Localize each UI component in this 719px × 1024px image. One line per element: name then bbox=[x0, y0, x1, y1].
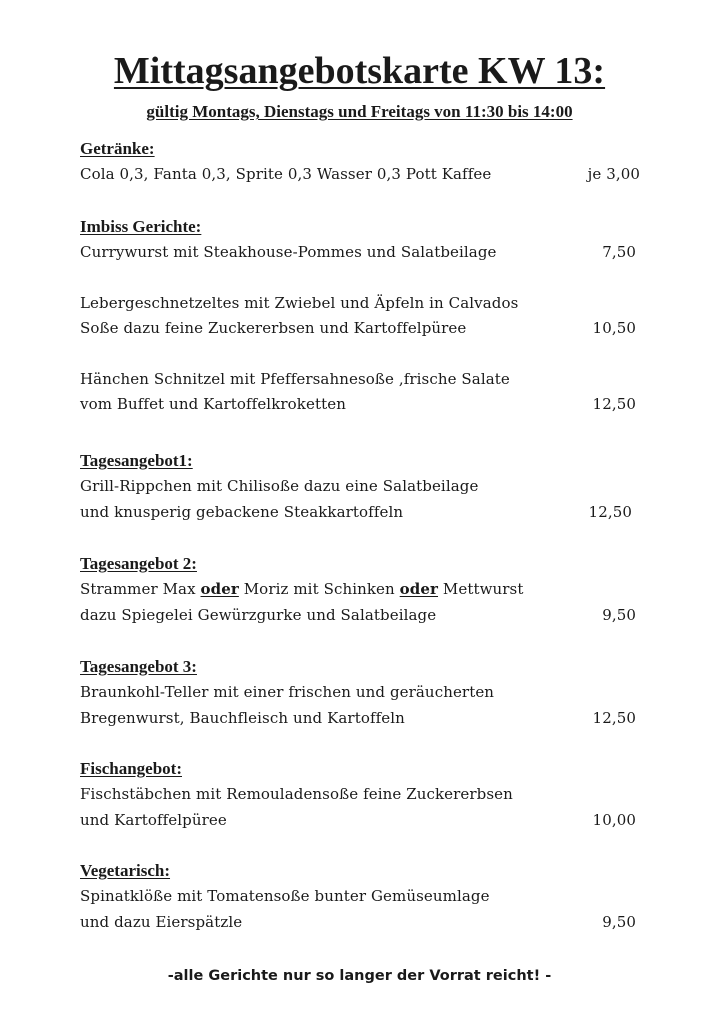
menu-item bbox=[80, 367, 640, 418]
menu-item bbox=[80, 577, 640, 628]
page-title: Mittagsangebotskarte KW 13: bbox=[113, 50, 606, 92]
menu-item bbox=[80, 782, 640, 833]
section-heading: Fischangebot: bbox=[80, 759, 182, 778]
item-price: 10,50 bbox=[592, 319, 636, 337]
item-description: Currywurst mit Steakhouse-Pommes und Salatbeilage bbox=[80, 243, 497, 261]
item-text: dazu Spiegelei Gewürzgurke und Salatbeilage bbox=[80, 605, 437, 624]
item-price: 9,50 bbox=[602, 605, 636, 624]
section-imbiss bbox=[80, 216, 640, 418]
section-heading: Imbiss Gerichte: bbox=[80, 217, 202, 236]
item-price: 9,50 bbox=[602, 912, 636, 931]
section-fischangebot bbox=[80, 758, 640, 833]
item-description: Fischstäbchen mit Remouladensoße feine Zuckererbsen und Kartoffelpüree bbox=[80, 785, 513, 829]
item-description: Grill-Rippchen mit Chilisoße dazu eine Salatbeilage und knusperig gebackene Steakkartoffeln bbox=[80, 477, 479, 521]
section-heading: Vegetarisch: bbox=[80, 861, 171, 880]
section-heading: Getränke: bbox=[80, 139, 155, 158]
menu-item bbox=[80, 291, 640, 342]
item-description: Braunkohl-Teller mit einer frischen und geräucherten Bregenwurst, Bauchfleisch und Kartoffeln bbox=[80, 683, 495, 727]
section-heading: Tagesangebot 2: bbox=[80, 554, 197, 573]
item-description: Hänchen Schnitzel mit Pfeffersahnesoße ,frische Salate vom Buffet und Kartoffelkroketten bbox=[80, 369, 510, 413]
oder-emphasis: oder bbox=[399, 580, 439, 598]
item-price: je 3,00 bbox=[587, 165, 640, 183]
item-price: 12,50 bbox=[588, 502, 632, 521]
item-description bbox=[80, 577, 570, 628]
item-price: 10,00 bbox=[592, 810, 636, 829]
item-price: 12,50 bbox=[592, 708, 636, 727]
item-text: Mettwurst bbox=[438, 580, 524, 598]
menu-item bbox=[80, 474, 640, 525]
section-tagesangebot-1 bbox=[80, 450, 640, 525]
page-subtitle: gültig Montags, Dienstags und Freitags von 11:30 bis 14:00 bbox=[146, 102, 573, 121]
section-heading: Tagesangebot 3: bbox=[80, 657, 197, 676]
section-vegetarisch bbox=[80, 860, 640, 935]
item-price: 12,50 bbox=[592, 395, 636, 413]
menu-item bbox=[80, 680, 640, 731]
menu-item bbox=[80, 240, 640, 266]
section-tagesangebot-3 bbox=[80, 656, 640, 731]
section-tagesangebot-2 bbox=[80, 553, 640, 628]
item-description: Spinatklöße mit Tomatensoße bunter Gemüseumlage und dazu Eierspätzle bbox=[80, 887, 490, 931]
section-heading: Tagesangebot1: bbox=[80, 451, 193, 470]
item-text: Strammer Max bbox=[80, 580, 201, 598]
item-description: Lebergeschnetzeltes mit Zwiebel und Äpfeln in Calvados Soße dazu feine Zuckererbsen und Kartoffelpüree bbox=[80, 293, 519, 337]
item-description: Cola 0,3, Fanta 0,3, Sprite 0,3 Wasser 0,3 Pott Kaffee bbox=[80, 165, 492, 183]
menu-item bbox=[80, 162, 640, 188]
item-price: 7,50 bbox=[602, 243, 636, 261]
section-getraenke bbox=[80, 138, 640, 188]
footer-note: -alle Gerichte nur so langer der Vorrat reicht! - bbox=[167, 968, 552, 984]
oder-emphasis: oder bbox=[200, 580, 239, 598]
menu-item bbox=[80, 884, 640, 935]
item-text: Moriz mit Schinken bbox=[238, 580, 400, 598]
